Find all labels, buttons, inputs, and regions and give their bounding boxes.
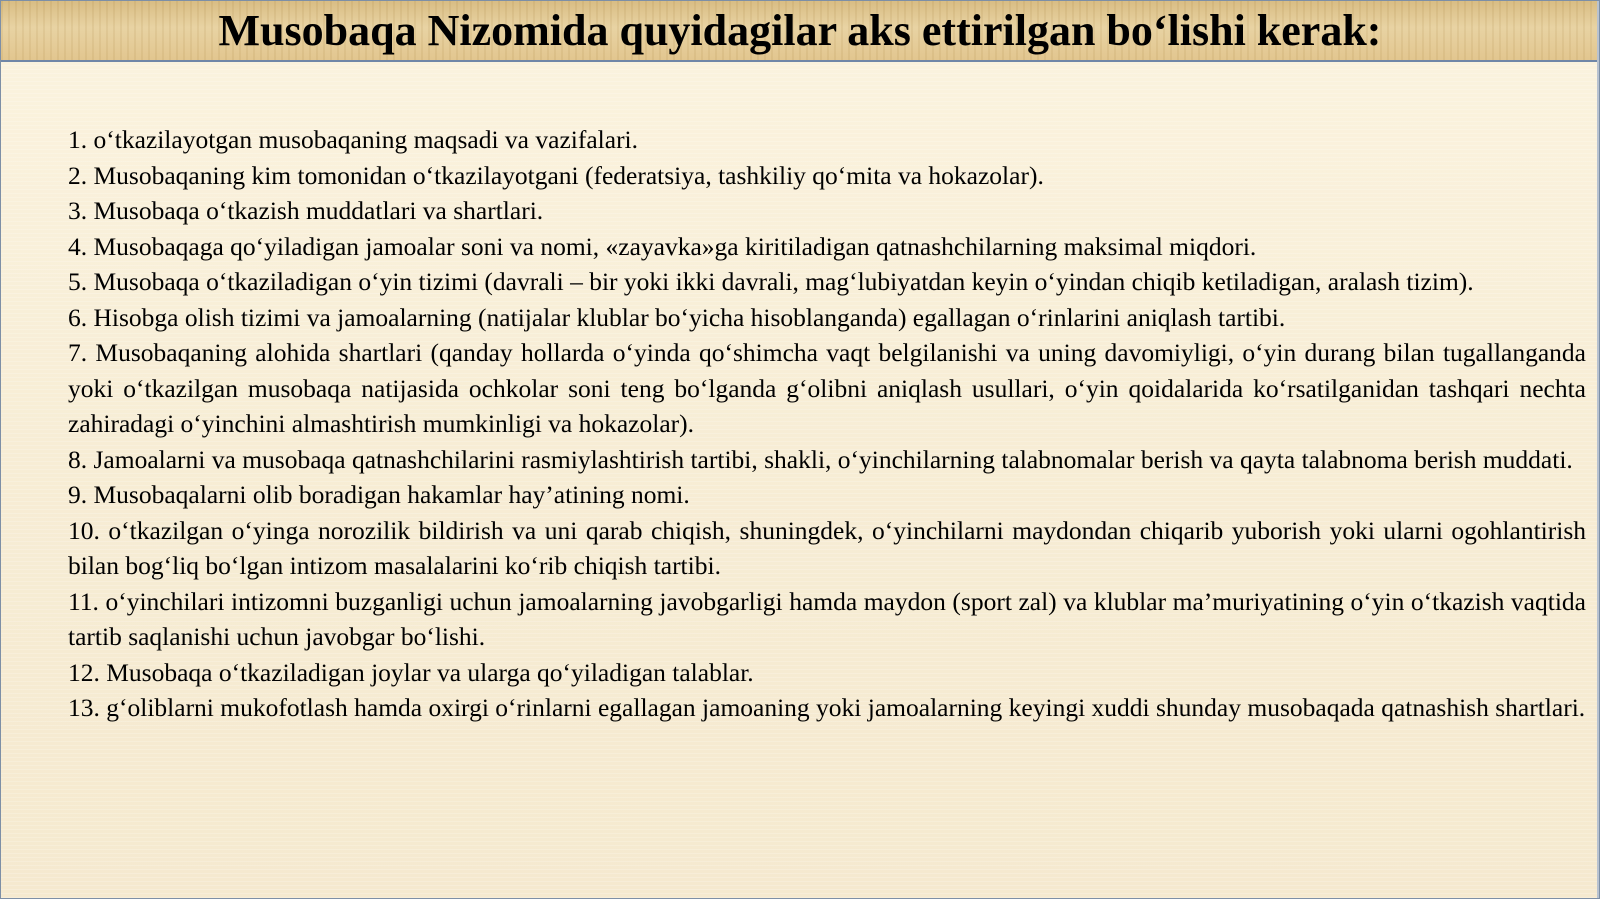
- list-item-3: 3. Musobaqa o‘tkazish muddatlari va shartlari.: [68, 196, 544, 225]
- requirements-list: [68, 122, 1586, 726]
- slide-title: Musobaqa Nizomida quyidagilar aks ettirilgan bo‘lishi kerak:: [218, 5, 1382, 55]
- list-item-13: 13. g‘oliblarni mukofotlash hamda oxirgi o‘rinlarni egallagan jamoaning yoki jamoalarning keyingi xuddi shunday musobaqada qatnashish shartlari.: [68, 693, 1586, 722]
- list-item-12: 12. Musobaqa o‘tkaziladigan joylar va ularga qo‘yiladigan talablar.: [68, 657, 754, 687]
- list-item-1: 1. o‘tkazilayotgan musobaqaning maqsadi va vazifalari.: [68, 125, 639, 154]
- title-bar: [1, 1, 1599, 62]
- list-item-5: 5. Musobaqa o‘tkaziladigan o‘yin tizimi (davrali – bir yoki ikki davrali, mag‘lubiyatdan keyin o‘yindan chiqib ketiladigan, aralash tizim).: [68, 267, 1474, 296]
- list-item-11: 11. o‘yinchilari intizomni buzganligi uchun jamoalarning javobgarligi hamda maydon (sport zal) va klublar ma’muriyatining o‘yin o‘tkazish vaqtida tartib saqlanishi uchun javobgar bo‘lishi.: [68, 586, 1586, 651]
- list-item-6: 6. Hisobga olish tizimi va jamoalarning (natijalar klublar bo‘yicha hisoblanganda) egallagan o‘rinlarini aniqlash tartibi.: [68, 302, 1286, 332]
- list-item-2: 2. Musobaqaning kim tomonidan o‘tkazilayotgani (federatsiya, tashkiliy qo‘mita va hokazolar).: [68, 160, 1044, 190]
- list-item-7: 7. Musobaqaning alohida shartlari (qanday hollarda o‘yinda qo‘shimcha vaqt belgilanishi va uning davomiyligi, o‘yin durang bilan tugallanganda yoki o‘tkazilgan musobaqa natijasida ochkolar soni teng bo‘lganda g‘olibni aniqlash usullari, o‘yin qoidalarida ko‘rsatilganidan tashqari nechta zahiradagi o‘yinchini almashtirish mumkinligi va hokazolar).: [68, 338, 1586, 438]
- list-item-10: 10. o‘tkazilgan o‘yinga norozilik bildirish va uni qarab chiqish, shuningdek, o‘yinchilarni maydondan chiqarib yuborish yoki ularni ogohlantirish bilan bog‘liq bo‘lgan intizom masalalarini ko‘rib chiqish tartibi.: [68, 515, 1586, 580]
- list-item-4: 4. Musobaqaga qo‘yiladigan jamoalar soni va nomi, «zayavka»ga kiritiladigan qatnashchilarning maksimal miqdori.: [68, 231, 1257, 261]
- slide-border-right: [1597, 1, 1599, 898]
- list-item-8: 8. Jamoalarni va musobaqa qatnashchilarini rasmiylashtirish tartibi, shakli, o‘yinchilarning talabnomalar berish va qayta talabnoma berish muddati.: [68, 444, 1573, 474]
- list-item-9: 9. Musobaqalarni olib boradigan hakamlar hay’atining nomi.: [68, 480, 690, 509]
